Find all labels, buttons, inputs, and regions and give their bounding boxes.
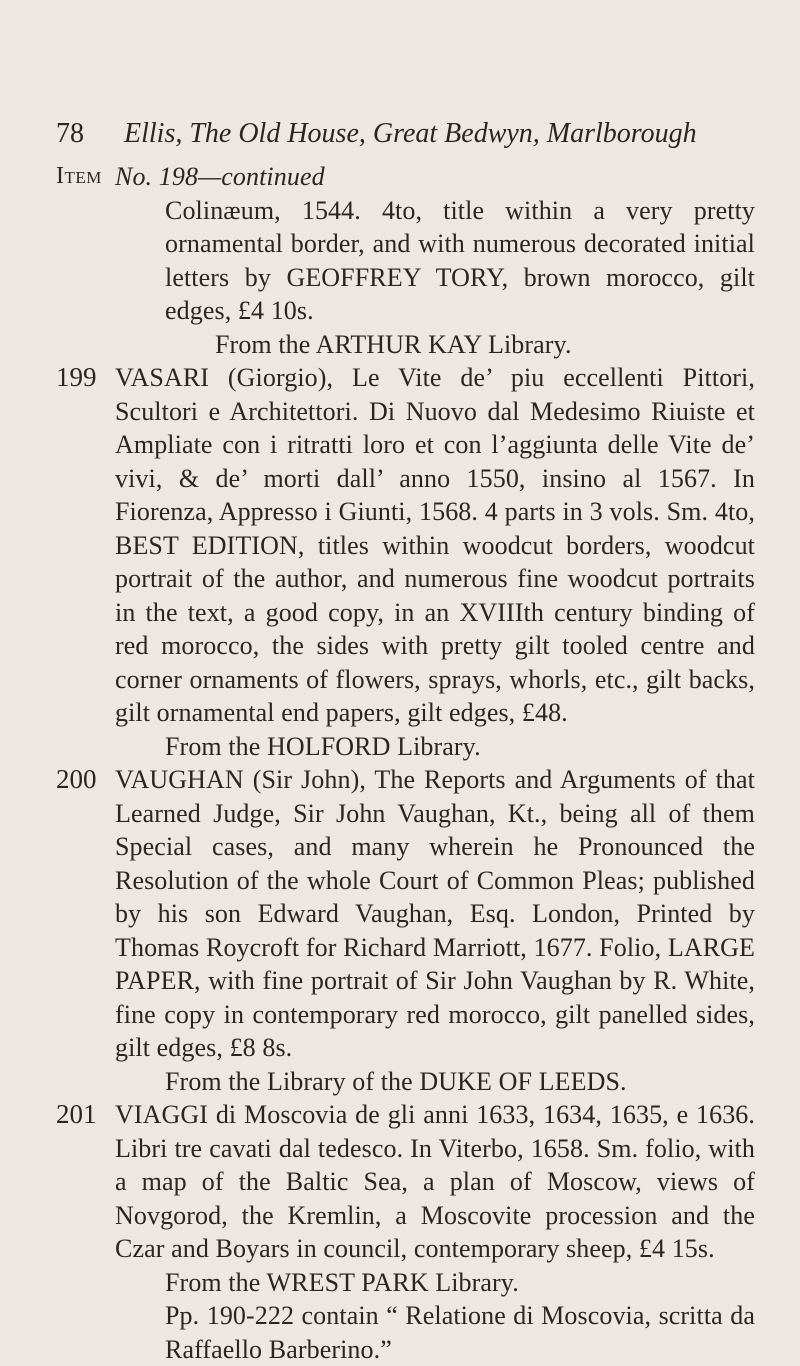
- entry-body: [115, 160, 755, 361]
- entry-198-continued: [0, 160, 800, 361]
- catalogue-entries: [0, 160, 800, 1366]
- entry-body: [115, 361, 755, 763]
- entry-number: 201: [56, 1099, 97, 1129]
- entry-provenance: From the WREST PARK Library.: [165, 1267, 519, 1297]
- page-number: 78: [56, 118, 84, 149]
- item-label: Item: [56, 163, 102, 189]
- entry-number: 200: [56, 764, 97, 794]
- entry-body: [115, 763, 755, 1098]
- entry-200: [0, 763, 800, 1098]
- entry-text: VAUGHAN (Sir John), The Reports and Arguments of that Learned Judge, Sir John Vaughan, Kt., being all of them Special cases, and many wherein he Pronounced the Resolution of the whole Court of Common Pleas; published by his son Edward Vaughan, Esq. London, Printed by Thomas Roycroft for Richard Marriott, 1677. Folio, LARGE PAPER, with fine portrait of Sir John Vaughan by R. White, fine copy in contemporary red morocco, gilt panelled sides, gilt edges, £8 8s.: [115, 765, 755, 1062]
- page-title: Ellis, The Old House, Great Bedwyn, Marlborough: [124, 118, 697, 149]
- running-head: [56, 118, 697, 150]
- continued-heading: No. 198—continued: [115, 162, 325, 191]
- entry-provenance: From the HOLFORD Library.: [165, 731, 481, 761]
- entry-provenance: From the ARTHUR KAY Library.: [215, 329, 572, 359]
- entry-text: Colinæum, 1544. 4to, title within a very pretty ornamental border, and with numerous decorated initial letters by GEOFFREY TORY, brown morocco, gilt edges, £4 10s.: [165, 195, 755, 325]
- entry-provenance: From the Library of the DUKE OF LEEDS.: [165, 1066, 627, 1096]
- entry-note: Pp. 190-222 contain “ Relatione di Moscovia, scritta da Raffaello Barberino.”: [165, 1301, 755, 1364]
- entry-201: [0, 1098, 800, 1366]
- entry-body: [115, 1098, 755, 1366]
- entry-text: VASARI (Giorgio), Le Vite de’ piu eccellenti Pittori, Scultori e Architettori. Di Nuovo dal Medesimo Riuiste et Ampliate con i ritratti loro et con l’aggiunta delle Vite de’ vivi, & de’ morti dall’ anno 1550, insino al 1567. In Fiorenza, Appresso i Giunti, 1568. 4 parts in 3 vols. Sm. 4to, BEST EDITION, titles within woodcut borders, woodcut portrait of the author, and numerous fine woodcut portraits in the text, a good copy, in an XVIIIth century binding of red morocco, the sides with pretty gilt tooled centre and corner ornaments of flowers, sprays, whorls, etc., gilt backs, gilt ornamental end papers, gilt edges, £48.: [115, 363, 755, 727]
- entry-199: [0, 361, 800, 763]
- entry-text: VIAGGI di Moscovia de gli anni 1633, 1634, 1635, e 1636. Libri tre cavati dal tedesco. In Viterbo, 1658. Sm. folio, with a map of the Baltic Sea, a plan of Moscow, views of Novgorod, the Kremlin, a Moscovite procession and the Czar and Boyars in council, contemporary sheep, £4 15s.: [115, 1100, 755, 1263]
- entry-number: 199: [56, 362, 97, 392]
